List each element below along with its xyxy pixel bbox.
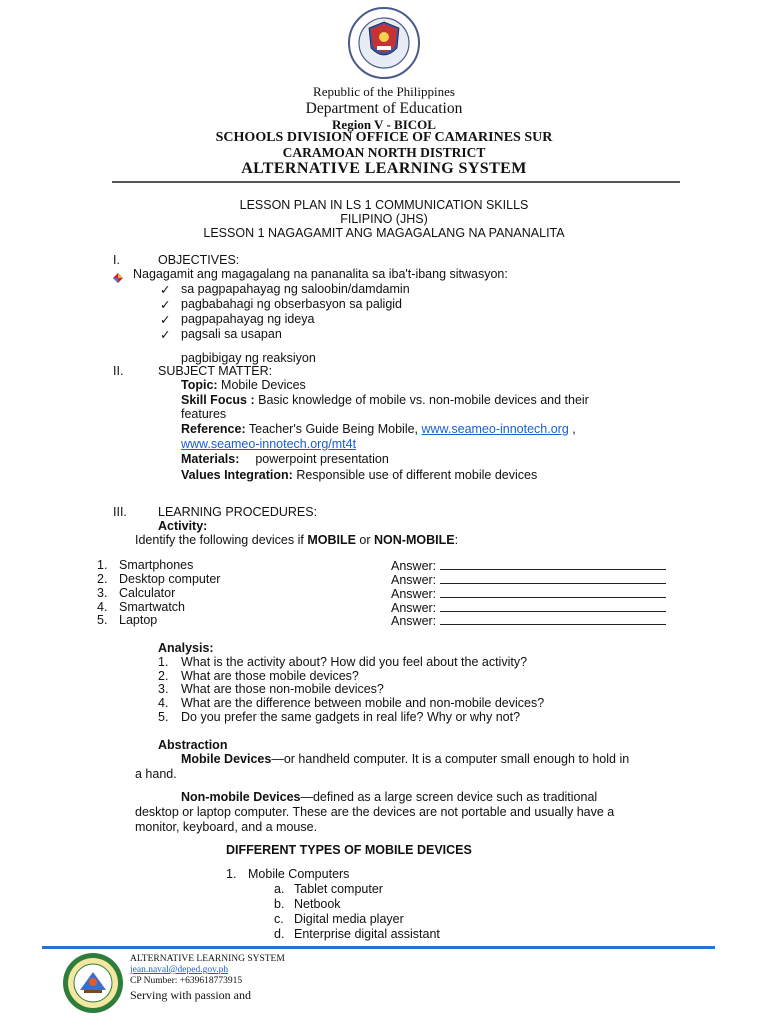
answer-blank[interactable] <box>440 600 666 612</box>
objective-item: pagbabahagi ng obserbasyon sa paligid <box>181 297 403 311</box>
skill-value: Basic knowledge of mobile vs. non-mobile devices and their <box>254 393 589 407</box>
values-label: Values Integration: <box>181 468 293 482</box>
mobile-definition <box>181 752 629 766</box>
nonmobile-def-text: —defined as a large screen device such as traditional <box>300 790 598 804</box>
question-number: 3. <box>158 682 169 696</box>
reference-label: Reference: <box>181 422 246 436</box>
types-item: Mobile Computers <box>248 867 350 881</box>
answer-label: Answer: <box>391 614 437 628</box>
device-number: 4. <box>97 600 108 614</box>
analysis-question: Do you prefer the same gadgets in real life? Why or why not? <box>181 710 521 724</box>
deped-seal <box>347 6 421 80</box>
instruction-colon: : <box>454 533 459 547</box>
device-item: Smartphones <box>119 558 194 572</box>
analysis-question: What are those mobile devices? <box>181 669 359 683</box>
answer-field[interactable] <box>391 572 666 587</box>
question-number: 4. <box>158 696 169 710</box>
objective-item: pagsali sa usapan <box>181 327 282 341</box>
types-number: 1. <box>226 867 237 881</box>
answer-field[interactable] <box>391 586 666 601</box>
instruction-text: Identify the following devices if <box>135 533 308 547</box>
analysis-label: Analysis: <box>158 641 214 655</box>
values-value: Responsible use of different mobile devices <box>292 468 538 482</box>
analysis-question: What are the difference between mobile and non-mobile devices? <box>181 696 545 710</box>
analysis-question: What is the activity about? How did you feel about the activity? <box>181 655 528 669</box>
device-number: 1. <box>97 558 108 572</box>
check-icon <box>160 327 170 342</box>
footer-rule <box>42 946 715 949</box>
device-number: 5. <box>97 613 108 627</box>
device-item: Smartwatch <box>119 600 185 614</box>
subject-heading: SUBJECT MATTER: <box>158 364 273 378</box>
nonmobile-def-cont: desktop or laptop computer. These are the devices are not portable and usually have a <box>135 805 615 819</box>
types-sub-item: Enterprise digital assistant <box>294 927 440 941</box>
answer-blank[interactable] <box>440 586 666 598</box>
footer-email-link[interactable]: jean.naval@deped.gov.ph <box>130 965 229 975</box>
skill-label: Skill Focus : <box>181 393 255 407</box>
types-sub-item: Tablet computer <box>294 882 383 896</box>
division-line: SCHOOLS DIVISION OFFICE OF CAMARINES SUR <box>215 130 553 145</box>
lesson-title-line1: LESSON PLAN IN LS 1 COMMUNICATION SKILLS <box>239 198 529 212</box>
materials-value: powerpoint presentation <box>255 452 389 466</box>
skill-cont: features <box>181 407 227 421</box>
types-heading: DIFFERENT TYPES OF MOBILE DEVICES <box>226 843 472 857</box>
mobile-def-text: —or handheld computer. It is a computer small enough to hold in <box>271 752 630 766</box>
nonmobile-definition <box>181 790 597 804</box>
program-title: ALTERNATIVE LEARNING SYSTEM <box>241 160 527 177</box>
instruction-nonmobile: NON-MOBILE <box>374 533 455 547</box>
diamond-bullet-icon <box>113 270 123 280</box>
activity-instruction <box>135 533 458 547</box>
objective-item: sa pagpapahayag ng saloobin/damdamin <box>181 282 410 296</box>
procedures-numeral: III. <box>113 505 127 519</box>
types-sub-item: Digital media player <box>294 912 404 926</box>
sub-letter: b. <box>274 897 285 911</box>
lesson-title-line3: LESSON 1 NAGAGAMIT ANG MAGAGALANG NA PANANALITA <box>203 226 565 240</box>
answer-blank[interactable] <box>440 613 666 625</box>
skill-line <box>181 393 589 407</box>
device-number: 3. <box>97 586 108 600</box>
department-line: Department of Education <box>305 100 463 117</box>
mobile-def-cont: a hand. <box>135 767 177 781</box>
analysis-question: What are those non-mobile devices? <box>181 682 384 696</box>
subject-numeral: II. <box>113 364 124 378</box>
cp-number: +639618773915 <box>177 976 243 986</box>
footer-cp <box>130 976 242 986</box>
sub-letter: d. <box>274 927 285 941</box>
instruction-mobile: MOBILE <box>307 533 356 547</box>
district-logo <box>62 952 124 1014</box>
topic-line <box>181 378 306 392</box>
mobile-term: Mobile Devices <box>181 752 272 766</box>
objective-item: pagpapahayag ng ideya <box>181 312 315 326</box>
materials-line <box>181 452 389 466</box>
answer-field[interactable] <box>391 613 666 628</box>
values-line <box>181 468 537 482</box>
answer-blank[interactable] <box>440 558 666 570</box>
types-sub-item: Netbook <box>294 897 341 911</box>
sub-letter: c. <box>274 912 284 926</box>
activity-label: Activity: <box>158 519 208 533</box>
answer-label: Answer: <box>391 587 437 601</box>
answer-label: Answer: <box>391 559 437 573</box>
republic-line: Republic of the Philippines <box>313 84 455 99</box>
reference-line <box>181 422 576 436</box>
check-icon <box>160 297 170 312</box>
district-line: CARAMOAN NORTH DISTRICT <box>282 145 486 160</box>
question-number: 5. <box>158 710 169 724</box>
question-number: 2. <box>158 669 169 683</box>
check-icon <box>160 282 170 297</box>
lesson-title-line2: FILIPINO (JHS) <box>340 212 428 226</box>
device-number: 2. <box>97 572 108 586</box>
nonmobile-term: Non-mobile Devices <box>181 790 301 804</box>
region-line: Region V - BICOL <box>332 117 436 132</box>
footer-tagline: Serving with passion and <box>130 988 251 1002</box>
header-rule <box>112 181 680 183</box>
device-item: Laptop <box>119 613 158 627</box>
reference-link[interactable]: www.seameo-innotech.org <box>421 422 569 436</box>
question-number: 1. <box>158 655 169 669</box>
nonmobile-def-cont: monitor, keyboard, and a mouse. <box>135 820 318 834</box>
topic-value: Mobile Devices <box>217 378 306 392</box>
objectives-heading: OBJECTIVES: <box>158 253 240 267</box>
answer-field[interactable] <box>391 558 666 573</box>
check-icon <box>160 312 170 327</box>
objectives-numeral: I. <box>113 253 120 267</box>
procedures-heading: LEARNING PROCEDURES: <box>158 505 318 519</box>
objective-main: Nagagamit ang magagalang na pananalita sa iba't-ibang sitwasyon: <box>133 267 508 281</box>
instruction-or: or <box>355 533 374 547</box>
device-item: Desktop computer <box>119 572 221 586</box>
answer-blank[interactable] <box>440 572 666 584</box>
abstraction-label: Abstraction <box>158 738 228 752</box>
reference-separator: , <box>568 422 576 436</box>
topic-label: Topic: <box>181 378 218 392</box>
cp-label: CP Number: <box>130 976 178 986</box>
materials-label: Materials: <box>181 452 240 466</box>
device-item: Calculator <box>119 586 176 600</box>
reference-link[interactable]: www.seameo-innotech.org/mt4t <box>181 437 357 451</box>
reference-value: Teacher's Guide Being Mobile, <box>245 422 422 436</box>
answer-label: Answer: <box>391 601 437 615</box>
sub-letter: a. <box>274 882 285 896</box>
answer-label: Answer: <box>391 573 437 587</box>
footer-program: ALTERNATIVE LEARNING SYSTEM <box>130 954 285 964</box>
objective-extra: pagbibigay ng reaksiyon <box>181 351 316 365</box>
